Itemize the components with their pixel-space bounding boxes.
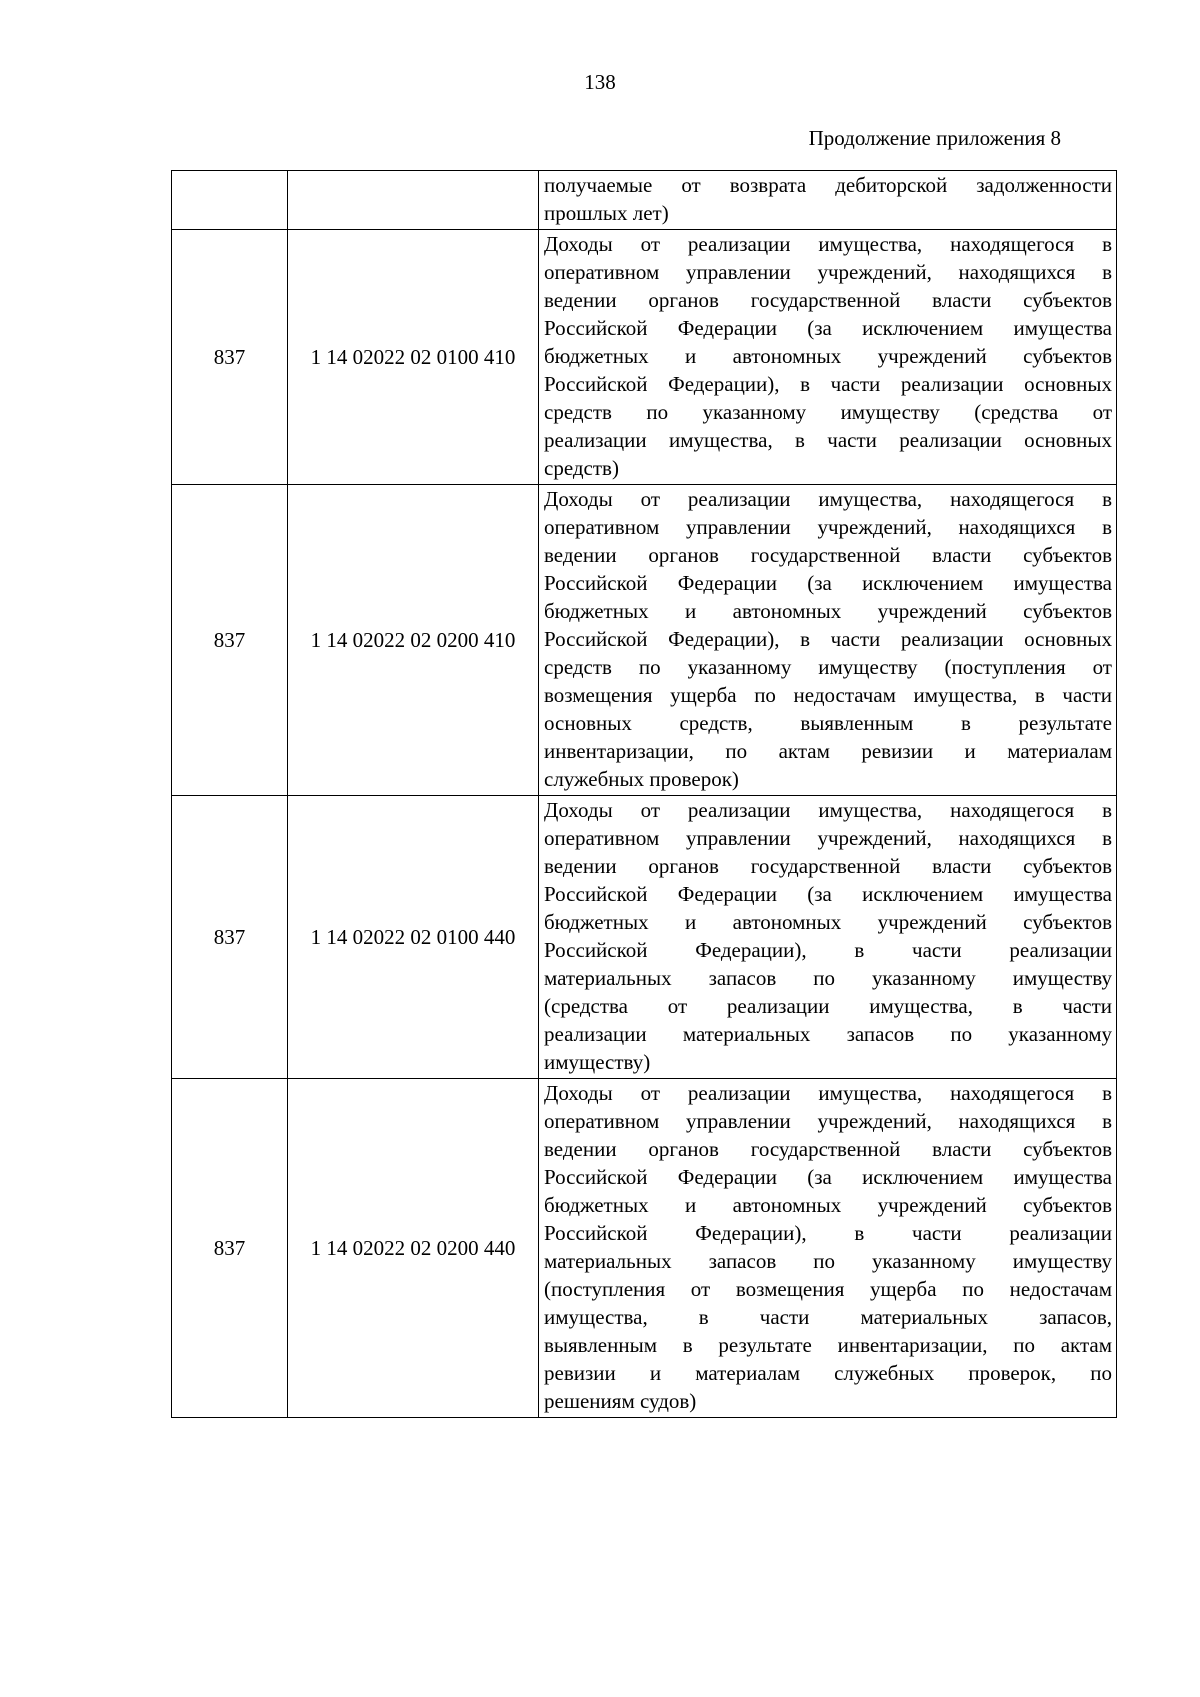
admin-code-cell: 837 — [172, 796, 288, 1079]
description-line: Российской Федерации (за исключением имущества — [544, 882, 1112, 906]
description-line: Российской Федерации), в части реализации — [544, 938, 1112, 962]
description-line: Российской Федерации), в части реализации — [544, 1221, 1112, 1245]
description-line: бюджетных и автономных учреждений субъектов — [544, 1193, 1112, 1217]
description-line: (средства от реализации имущества, в части — [544, 994, 1112, 1018]
description-line: средств) — [544, 456, 619, 480]
table-row — [172, 796, 1117, 1079]
description-line: Российской Федерации), в части реализации основных — [544, 627, 1112, 651]
revenue-classification-table — [171, 170, 1117, 1418]
description-line: реализации имущества, в части реализации основных — [544, 428, 1112, 452]
description-line: Доходы от реализации имущества, находящегося в — [544, 232, 1112, 256]
budget-code-cell — [288, 171, 539, 230]
admin-code-cell — [172, 171, 288, 230]
table-body — [172, 171, 1117, 1418]
description-line: Российской Федерации), в части реализации основных — [544, 372, 1112, 396]
appendix-continuation-note: Продолжение приложения 8 — [808, 126, 1061, 150]
description-line: получаемые от возврата дебиторской задолженности — [544, 173, 1112, 197]
description-line: материальных запасов по указанному имуществу — [544, 1249, 1112, 1273]
description-line: (поступления от возмещения ущерба по недостачам — [544, 1277, 1112, 1301]
description-line: Российской Федерации (за исключением имущества — [544, 1165, 1112, 1189]
description-line: основных средств, выявленным в результате — [544, 711, 1112, 735]
description-line: Доходы от реализации имущества, находящегося в — [544, 1081, 1112, 1105]
description-line: ведении органов государственной власти субъектов — [544, 288, 1112, 312]
admin-code-cell: 837 — [172, 230, 288, 485]
description-line: прошлых лет) — [544, 201, 669, 225]
table-row — [172, 1079, 1117, 1418]
description-line: ревизии и материалам служебных проверок, по — [544, 1361, 1112, 1385]
revenue-description-cell — [539, 171, 1117, 230]
description-line: оперативном управлении учреждений, находящихся в — [544, 1109, 1112, 1133]
description-line: средств по указанному имуществу (средства от — [544, 400, 1112, 424]
description-line: выявленным в результате инвентаризации, по актам — [544, 1333, 1112, 1357]
admin-code-cell: 837 — [172, 485, 288, 796]
description-line: имуществу) — [544, 1050, 651, 1074]
description-line: решениям судов) — [544, 1389, 697, 1413]
table-row — [172, 485, 1117, 796]
description-line: средств по указанному имуществу (поступления от — [544, 655, 1112, 679]
admin-code-cell: 837 — [172, 1079, 288, 1418]
description-line: имущества, в части материальных запасов, — [544, 1305, 1112, 1329]
description-line: бюджетных и автономных учреждений субъектов — [544, 910, 1112, 934]
description-line: Российской Федерации (за исключением имущества — [544, 571, 1112, 595]
budget-code-cell: 1 14 02022 02 0100 440 — [288, 796, 539, 1079]
revenue-description-cell — [539, 230, 1117, 485]
description-line: Доходы от реализации имущества, находящегося в — [544, 798, 1112, 822]
description-line: возмещения ущерба по недостачам имущества, в части — [544, 683, 1112, 707]
description-line: ведении органов государственной власти субъектов — [544, 1137, 1112, 1161]
revenue-description-cell — [539, 485, 1117, 796]
budget-code-cell: 1 14 02022 02 0200 410 — [288, 485, 539, 796]
page-number: 138 — [584, 70, 616, 94]
table-row — [172, 171, 1117, 230]
table-row — [172, 230, 1117, 485]
description-line: реализации материальных запасов по указанному — [544, 1022, 1112, 1046]
description-line: ведении органов государственной власти субъектов — [544, 543, 1112, 567]
description-line: служебных проверок) — [544, 767, 739, 791]
description-line: оперативном управлении учреждений, находящихся в — [544, 826, 1112, 850]
revenue-description-cell — [539, 1079, 1117, 1418]
description-line: бюджетных и автономных учреждений субъектов — [544, 344, 1112, 368]
description-line: материальных запасов по указанному имуществу — [544, 966, 1112, 990]
budget-code-cell: 1 14 02022 02 0100 410 — [288, 230, 539, 485]
description-line: Доходы от реализации имущества, находящегося в — [544, 487, 1112, 511]
description-line: оперативном управлении учреждений, находящихся в — [544, 515, 1112, 539]
description-line: бюджетных и автономных учреждений субъектов — [544, 599, 1112, 623]
description-line: оперативном управлении учреждений, находящихся в — [544, 260, 1112, 284]
description-line: инвентаризации, по актам ревизии и материалам — [544, 739, 1112, 763]
description-line: ведении органов государственной власти субъектов — [544, 854, 1112, 878]
budget-code-cell: 1 14 02022 02 0200 440 — [288, 1079, 539, 1418]
revenue-description-cell — [539, 796, 1117, 1079]
description-line: Российской Федерации (за исключением имущества — [544, 316, 1112, 340]
